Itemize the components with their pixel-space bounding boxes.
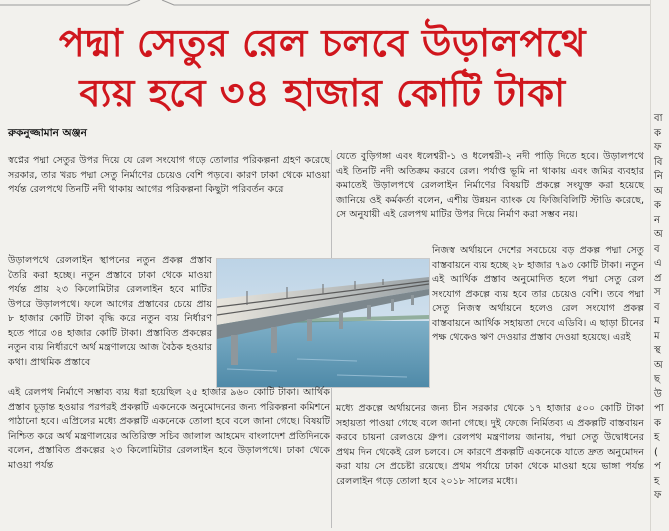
adjacent-article-line: ব [654, 243, 660, 255]
paragraph: উড়ালপথে রেললাইন স্থাপনের নতুন প্রকল্প প্রস্তাব তৈরি করা হচ্ছে। নতুন প্রস্তাবে ঢাকা থেকে মাওয়া পর্যন্ত প্রায় ২৩ কিলোমিটার রেললাইন হবে মাটির উপরে উড়ালপথে। ফলে আগের প্রস্তাবের চেয়ে প্রায় ৮ হাজার কোটি টাকা বৃদ্ধি করে নতুন ব্যয় নির্ধারণ হতে পারে ৩৪ হাজার কোটি টাকা। প্রস্তাবিত প্রকল্পের নতুন ব্যয় নির্ধারণে অর্থ মন্ত্রণালয়ে আজ বৈঠক হওয়ার কথা। প্রাথমিক প্রস্তাবে [8, 255, 212, 368]
adjacent-article-line: ( [654, 446, 658, 458]
byline: রুকনুজ্জামান অঞ্জন [8, 127, 87, 139]
adjacent-article-line: ব [654, 301, 660, 313]
adjacent-article-line: অ [654, 185, 663, 197]
adjacent-article-line: পা [654, 403, 664, 414]
headline-line-1: পদ্মা সেতুর রেল চলবে উড়ালপথে [58, 21, 587, 65]
adjacent-article-line: এ [654, 258, 662, 269]
paragraph: মধ্যে প্রকল্পে অর্থায়নের জন্য চীন সরকার থেকে ১৭ হাজার ৫০০ কোটি টাকা সহায়তা পাওয়া গেছে বলে জানা গেছে। দুই ফেজে নির্মিতব্য এ প্রকল্পটি বাস্তবায়ন করবে চায়না রেলওয়ে গ্রুপ। রেলপথ মন্ত্রণালয় জানায়, পদ্মা সেতু উদ্বোধনের প্রথম দিন থেকেই রেল চলবে। সে কারণে প্রকল্পটি একনেকে যাতে দ্রুত অনুমোদন করা যায় সে প্রচেষ্টা রয়েছে। প্রথম পর্যায়ে ঢাকা থেকে মাওয়া হয়ে ভাঙ্গা পর্যন্ত রেললাইন গড়ে তোলা হবে ২০১৮ সালের মধ্যে। [336, 403, 644, 487]
adjacent-article-line: প্র [654, 272, 662, 284]
adjacent-article-line: নি [654, 171, 663, 182]
article-column-b-mid [432, 244, 644, 346]
article-column-b-top [336, 150, 644, 223]
adjacent-article-line: ক [654, 417, 661, 429]
adjacent-article-line: বি [654, 156, 663, 168]
adjacent-article-line: অ [654, 359, 663, 371]
adjacent-article-line: ক [654, 200, 661, 211]
paragraph: এই রেলপথ নির্মাণে সম্ভাব্য ব্যয় ধরা হয়েছিল ২৫ হাজার ৯৬০ কোটি টাকা। আর্থিক প্রস্তাব চূড়ান্ত হওয়ার পরপরই প্রকল্পটি একনেকে অনুমোদনের জন্য পরিকল্পনা কমিশনে পাঠানো হবে। এপ্রিলের মধ্যে প্রকল্পটি একনেকে তোলা হবে বলে জানা গেছে। বিষয়টি নিশ্চিত করে অর্থ মন্ত্রণালয়ের অতিরিক্ত সচিব জালাল আহমেদ বাংলাদেশ প্রতিদিনকে বলেন, প্রস্তাবিত প্রকল্পের ২৩ কিলোমিটার রেললাইন হবে উড়ালপথে। ঢাকা থেকে মাওয়া পর্যন্ত [8, 387, 330, 471]
adjacent-article-line: হ [654, 432, 660, 443]
adjacent-article-text [654, 112, 669, 504]
article-column-b-bottom [336, 402, 644, 489]
adjacent-article-line: অ [654, 229, 663, 240]
adjacent-article-line: স্থ [654, 345, 661, 356]
adjacent-article-line: উ [654, 388, 662, 400]
headline [0, 18, 645, 118]
adjacent-article-line: ছ [654, 374, 661, 385]
article-column-a-narrow [8, 254, 212, 370]
top-tab-border [0, 0, 669, 10]
article-column-a-bottom [8, 386, 330, 473]
headline-line-2: ব্যয় হবে ৩৪ হাজার কোটি টাকা [79, 71, 566, 115]
paragraph: নিজস্ব অর্থায়নে দেশের সবচেয়ে বড় প্রকল্প পদ্মা সেতু বাস্তবায়নে ব্যয় হচ্ছে ২৮ হাজার ৭৯৩ কোটি টাকা। নতুন এই আর্থিক প্রস্তাব অনুমোদিত হলে পদ্মা সেতু রেল সংযোগ প্রকল্পে ব্যয় হবে তার চেয়েও বেশি। তবে পদ্মা সেতু নিজস্ব অর্থায়নে হলেও রেল সংযোগ প্রকল্প বাস্তবায়নে আর্থিক সহায়তা দেবে এডিবি। এ ছাড়া চীনের পক্ষ থেকেও ঋণ দেওয়ার প্রস্তাব দেওয়া হয়েছে। এরই [432, 245, 644, 344]
adjacent-article-line: ফ [654, 142, 662, 153]
adjacent-article-line: বা [654, 113, 663, 124]
bridge-illustration [217, 259, 429, 387]
adjacent-article-line: ম [654, 316, 660, 327]
paragraph: স্বপ্নের পদ্মা সেতুর উপর দিয়ে যে রেল সংযোগ গড়ে তোলার পরিকল্পনা গ্রহণ করেছে সরকার, তার খরচ পদ্মা সেতু নির্মাণের চেয়েও বেশি পড়বে। কারণ ঢাকা থেকে মাওয়া পর্যন্ত রেলপথে তিনটি নদী থাকায় আগের পরিকল্পনা কিছুটা পরিবর্তন করে [8, 155, 330, 196]
adjacent-article-edge [650, 0, 669, 531]
adjacent-article-line: ক [654, 127, 661, 139]
article-column-a-top [8, 154, 330, 198]
adjacent-article-line: ন [654, 214, 660, 226]
adjacent-article-line: হ [654, 475, 660, 487]
adjacent-article-line: স [654, 287, 661, 298]
adjacent-article-line: ফ [654, 490, 662, 501]
adjacent-article-line: ম [654, 330, 660, 342]
padma-bridge-photo [216, 258, 430, 388]
paragraph: যেতে বুড়িগঙ্গা এবং ধলেশ্বরী-১ ও ধলেশ্বরী-২ নদী পাড়ি দিতে হবে। উড়ালপথে এই তিনটি নদী অতিক্রম করবে রেল। পর্যাপ্ত ভূমি না থাকায় এবং জমির ব্যবহার কমাতেই উড়ালপথে রেললাইন নির্মাণের বিষয়টি প্রকল্পে সংযুক্ত করা হয়েছে জানিয়ে ওই কর্মকর্তা বলেন, এশীয় উন্নয়ন ব্যাংক যে ফিজিবিলিটি স্টাডি করেছে, সে অনুযায়ী এই রেলপথ মাটির উপর দিয়ে নির্মাণ করা সম্ভব নয়। [336, 151, 644, 221]
adjacent-article-line: প [654, 461, 661, 472]
